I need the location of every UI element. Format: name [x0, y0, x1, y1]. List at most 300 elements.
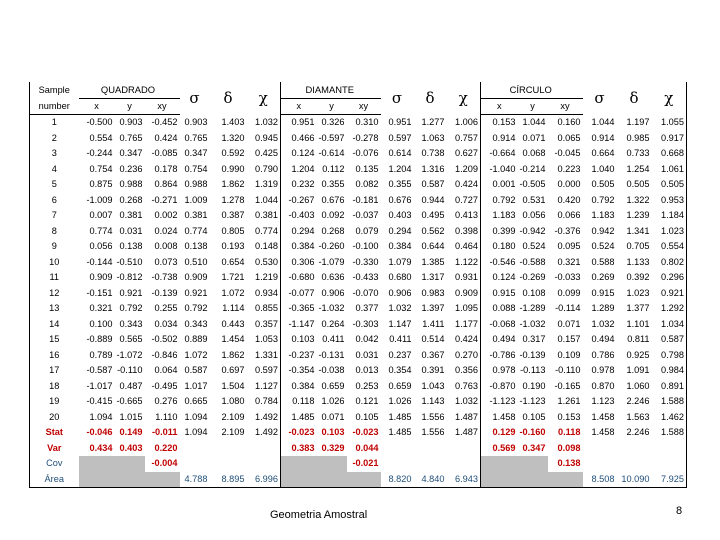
cell-c-4: 1.341 [626, 225, 650, 236]
cell-c-2: 0.000 [557, 179, 581, 190]
cov-d: -0.021 [352, 458, 379, 469]
cell-q-3: 0.774 [184, 225, 208, 236]
cell-d-3: 0.951 [388, 117, 412, 127]
table-row [30, 162, 687, 178]
cell-q-2: 0.424 [154, 132, 178, 143]
cell-d-2: 0.135 [355, 163, 379, 174]
cell-q-1: 0.268 [119, 194, 143, 205]
cell-c-5: 0.917 [652, 131, 687, 147]
cell-c-0: 0.494 [492, 334, 516, 345]
cell-c-1: 0.108 [522, 287, 546, 298]
cell-q-0: 0.321 [89, 303, 113, 314]
cell-d-0: -1.147 [288, 318, 315, 329]
cell-c-3: 1.044 [591, 117, 615, 127]
stat-label: Stat [30, 425, 79, 441]
cell-d-2: 0.121 [355, 396, 379, 407]
group-title-circulo: CÍRCULO [481, 82, 583, 98]
cell-d-0: -0.237 [288, 349, 315, 360]
cell-d-0: -0.365 [288, 303, 315, 314]
empty-cell [79, 456, 115, 472]
cell-c-1: -1.289 [519, 303, 546, 314]
cell-d-1: -0.131 [318, 349, 345, 360]
cell-d-4: 1.317 [421, 272, 445, 283]
sample-number: 9 [30, 239, 79, 255]
cell-q-2: -0.502 [151, 334, 178, 345]
cell-d-0: 0.466 [291, 132, 315, 143]
var-d-1: 0.329 [321, 442, 345, 453]
cell-q-3: 0.765 [184, 132, 208, 143]
cell-d-1: 0.355 [321, 179, 345, 190]
cell-c-4: 0.392 [626, 272, 650, 283]
cell-q-0: -1.017 [86, 380, 113, 391]
cell-q-5: 1.331 [247, 348, 281, 364]
cell-c-5: 0.921 [652, 286, 687, 302]
cell-q-3: 1.094 [184, 411, 208, 422]
cell-d-1: 0.659 [321, 380, 345, 391]
cell-d-5: 0.464 [447, 239, 481, 255]
cell-c-3: 1.123 [591, 396, 615, 407]
cell-q-2: 0.034 [154, 318, 178, 329]
cell-c-1: -0.214 [519, 163, 546, 174]
cell-q-4: 1.114 [222, 303, 245, 314]
cell-q-4: 0.654 [221, 256, 245, 267]
chi-header-diamante: χ [447, 82, 481, 115]
stat-q-1: 0.149 [119, 427, 143, 438]
sample-number: 1 [30, 115, 79, 131]
cell-d-4: 1.277 [421, 117, 445, 127]
cell-d-4: 0.391 [421, 365, 445, 376]
cell-c-0: 0.088 [492, 303, 516, 314]
cell-q-2: 0.255 [154, 303, 178, 314]
empty-cell [381, 456, 414, 472]
cell-q-5: 0.945 [247, 131, 281, 147]
cell-q-4: 0.193 [221, 241, 245, 252]
cell-q-4: 1.278 [221, 194, 245, 205]
cell-d-2: -0.070 [352, 287, 379, 298]
cell-q-1: 0.031 [119, 225, 143, 236]
footer-text: Geometria Amostral [270, 509, 368, 521]
empty-cell [481, 472, 518, 488]
cell-q-0: 0.007 [89, 210, 113, 221]
cell-c-0: -1.040 [489, 163, 516, 174]
cell-q-5: 1.127 [247, 379, 281, 395]
cell-d-3: 1.485 [388, 411, 412, 422]
cell-d-5: 0.356 [447, 363, 481, 379]
cell-d-1: 0.268 [321, 225, 345, 236]
area-label: Área [30, 472, 79, 488]
cell-d-2: -0.303 [352, 318, 379, 329]
cell-q-3: 0.347 [184, 148, 208, 159]
empty-cell [115, 456, 145, 472]
empty-cell [447, 456, 481, 472]
cell-d-0: 0.951 [291, 117, 315, 128]
cell-c-5: 0.891 [652, 379, 687, 395]
cell-d-1: 1.026 [321, 396, 345, 407]
cell-d-0: 0.232 [291, 179, 315, 190]
cell-q-5: 0.530 [247, 255, 281, 271]
cell-d-4: 1.385 [421, 256, 445, 267]
cell-c-4: 1.197 [626, 117, 650, 127]
cell-d-2: -0.076 [352, 148, 379, 159]
cell-c-5: 1.034 [652, 317, 687, 333]
cell-q-2: 0.064 [154, 365, 178, 376]
cell-q-1: 0.347 [119, 148, 143, 159]
cell-d-5: 0.627 [447, 146, 481, 162]
cell-c-0: 0.978 [492, 365, 516, 376]
cell-d-1: 0.676 [321, 194, 345, 205]
cell-d-2: 0.105 [355, 411, 379, 422]
cell-c-0: -0.786 [489, 349, 516, 360]
cell-d-4: 0.738 [421, 148, 445, 159]
cell-d-1: -0.614 [318, 148, 345, 159]
cell-c-2: 0.420 [557, 194, 581, 205]
empty-cell [317, 456, 347, 472]
var-row [30, 441, 687, 457]
cell-d-5: 0.424 [447, 177, 481, 193]
cell-d-3: 0.906 [388, 287, 412, 298]
var-d-2: 0.044 [355, 442, 379, 453]
empty-cell [247, 456, 281, 472]
stat-d-3: 1.485 [388, 427, 412, 438]
cell-d-1: -1.079 [318, 256, 345, 267]
cell-c-1: 1.044 [522, 117, 546, 128]
cell-c-2: 0.066 [557, 210, 581, 221]
cell-c-5: 0.554 [652, 239, 687, 255]
cell-q-2: -0.085 [151, 148, 178, 159]
delta-header-quadrado: δ [223, 88, 233, 107]
cell-d-2: -0.330 [352, 256, 379, 267]
cell-c-5: 0.587 [652, 332, 687, 348]
sample-number: 4 [30, 162, 79, 178]
cell-q-1: 0.236 [119, 163, 143, 174]
cell-q-4: 1.080 [221, 396, 245, 407]
table-row [30, 177, 687, 193]
cell-d-1: 0.092 [321, 210, 345, 221]
cell-c-2: 0.223 [557, 163, 581, 174]
stat-c-4: 2.246 [626, 427, 650, 438]
stat-c-0: 0.129 [492, 427, 516, 438]
cell-d-2: 0.042 [355, 334, 379, 345]
cell-q-5: 0.381 [247, 208, 281, 224]
cell-q-5: 1.053 [247, 332, 281, 348]
cell-c-1: -0.113 [520, 365, 546, 376]
cell-q-0: 0.774 [89, 225, 113, 236]
var-q-2: 0.220 [154, 442, 178, 453]
cell-c-3: 0.792 [591, 194, 615, 205]
cell-c-3: 0.870 [591, 380, 615, 391]
cell-q-5: 1.492 [247, 410, 281, 426]
cell-c-3: 0.914 [591, 132, 615, 143]
empty-cell [347, 472, 381, 488]
empty-cell [180, 441, 210, 457]
sample-number: 17 [30, 363, 79, 379]
cell-c-1: 0.531 [522, 194, 546, 205]
cell-q-0: 0.909 [89, 272, 113, 283]
cell-d-0: 0.118 [292, 396, 315, 407]
cell-d-3: 0.354 [388, 365, 412, 376]
cell-d-4: 1.397 [421, 303, 445, 314]
table-row [30, 270, 687, 286]
sample-number: 14 [30, 317, 79, 333]
delta-header-diamante: δ [425, 88, 435, 107]
area-row [30, 472, 687, 488]
cell-q-4: 2.109 [221, 411, 245, 422]
cell-c-0: 0.792 [492, 194, 516, 205]
cell-d-5: 1.122 [447, 255, 481, 271]
cell-q-5: 1.044 [247, 193, 281, 209]
cell-q-1: 0.138 [119, 241, 143, 252]
cell-d-5: 1.209 [447, 162, 481, 178]
sample-number: 7 [30, 208, 79, 224]
cell-c-1: -0.505 [519, 179, 546, 190]
cell-c-3: 1.040 [591, 163, 615, 174]
cell-q-4: 0.697 [221, 365, 245, 376]
area-q-0: 4.788 [180, 472, 210, 488]
cell-d-5: 0.424 [447, 332, 481, 348]
cell-c-4: 1.023 [626, 287, 650, 298]
cell-c-1: 0.071 [522, 132, 546, 143]
empty-cell [115, 472, 145, 488]
cell-c-2: 0.071 [557, 318, 581, 329]
xy-header-quadrado: xy [145, 98, 180, 115]
table-row [30, 410, 687, 426]
cell-d-3: 0.659 [388, 380, 412, 391]
sigma-header-quadrado: σ [189, 88, 200, 107]
empty-cell [79, 472, 115, 488]
cell-c-1: 0.105 [522, 411, 546, 422]
cell-c-3: 0.978 [591, 365, 615, 376]
cell-q-3: 0.138 [184, 241, 208, 252]
cell-q-1: 0.765 [119, 132, 143, 143]
cell-d-3: 1.026 [388, 396, 412, 407]
cell-c-0: 0.153 [492, 117, 516, 128]
cell-q-0: -0.500 [86, 117, 113, 128]
table-row [30, 301, 687, 317]
cell-c-0: -1.123 [489, 396, 516, 407]
cell-q-2: 1.110 [155, 411, 178, 422]
empty-cell [145, 472, 180, 488]
stat-c-3: 1.458 [591, 427, 615, 438]
cell-q-2: -0.738 [151, 272, 178, 283]
cell-q-0: -1.009 [86, 194, 113, 205]
cell-q-3: 0.909 [184, 272, 208, 283]
cell-q-0: 1.094 [89, 411, 113, 422]
cell-q-1: 0.903 [119, 117, 143, 128]
cell-c-2: 0.065 [557, 132, 581, 143]
cell-d-0: -0.354 [288, 365, 315, 376]
cell-d-3: 0.597 [388, 132, 412, 143]
cell-q-0: -0.587 [86, 365, 113, 376]
cell-d-2: 0.013 [355, 365, 379, 376]
cell-q-5: 0.934 [247, 286, 281, 302]
cell-c-5: 0.953 [652, 193, 687, 209]
cell-q-0: -0.151 [86, 287, 113, 298]
empty-cell [481, 456, 518, 472]
empty-cell [518, 472, 548, 488]
cell-q-1: 0.921 [119, 287, 143, 298]
cell-d-1: 0.264 [321, 318, 345, 329]
cell-d-3: 0.237 [388, 349, 412, 360]
cell-d-4: 1.063 [421, 132, 445, 143]
cell-q-2: -0.495 [151, 380, 178, 391]
area-c-0: 8.508 [583, 472, 617, 488]
cell-c-1: 0.190 [522, 380, 546, 391]
cell-c-3: 0.588 [591, 256, 615, 267]
sample-number: 20 [30, 410, 79, 426]
empty-cell [247, 441, 281, 457]
table-row [30, 379, 687, 395]
empty-cell [617, 456, 652, 472]
cell-q-2: 0.178 [154, 163, 178, 174]
cell-q-1: 0.792 [119, 303, 143, 314]
cell-c-1: 0.056 [522, 210, 546, 221]
empty-cell [583, 441, 617, 457]
cell-c-3: 1.183 [591, 210, 615, 221]
cell-d-5: 1.006 [447, 115, 481, 131]
cell-d-5: 1.177 [447, 317, 481, 333]
area-c-2: 7.925 [652, 472, 687, 488]
cell-q-5: 0.855 [247, 301, 281, 317]
table-row [30, 317, 687, 333]
cell-d-5: 1.095 [447, 301, 481, 317]
cell-d-0: 0.306 [291, 256, 315, 267]
cell-c-5: 1.588 [652, 394, 687, 410]
cell-d-5: 0.931 [447, 270, 481, 286]
cell-q-0: 0.754 [89, 163, 113, 174]
xy-header-circulo: xy [548, 98, 583, 115]
cell-d-4: 0.944 [421, 194, 445, 205]
cell-q-1: 0.487 [119, 380, 143, 391]
cell-d-2: 0.377 [355, 303, 379, 314]
cell-d-5: 0.909 [447, 286, 481, 302]
cell-c-5: 0.296 [652, 270, 687, 286]
cell-q-2: -0.846 [151, 349, 178, 360]
empty-cell [281, 472, 317, 488]
header-row-1 [30, 82, 687, 98]
stat-d-0: -0.023 [288, 427, 315, 438]
empty-cell [617, 441, 652, 457]
cell-c-2: 1.261 [557, 396, 581, 407]
empty-cell [548, 472, 583, 488]
cell-q-2: -0.271 [151, 194, 178, 205]
stat-d-2: -0.023 [352, 427, 379, 438]
cell-d-0: 0.294 [291, 225, 315, 236]
var-c-0: 0.569 [492, 442, 516, 453]
cell-c-2: -0.110 [555, 365, 581, 376]
empty-cell [281, 456, 317, 472]
cell-q-2: 0.073 [154, 256, 178, 267]
cell-q-5: 0.790 [247, 162, 281, 178]
cell-d-4: 0.562 [421, 225, 445, 236]
cell-c-1: -0.588 [519, 256, 546, 267]
cell-d-2: 0.079 [355, 225, 379, 236]
table-row [30, 255, 687, 271]
stat-d-1: 0.103 [321, 427, 345, 438]
sigma-header-diamante: σ [391, 88, 403, 107]
cell-q-3: 0.792 [184, 303, 208, 314]
sample-header: Sample [30, 82, 79, 98]
empty-cell [447, 441, 481, 457]
sample-number: 6 [30, 193, 79, 209]
cell-q-1: -1.072 [116, 349, 143, 360]
cell-d-3: 0.680 [388, 272, 412, 283]
cell-c-1: -0.942 [519, 225, 546, 236]
cell-d-2: -0.181 [352, 194, 379, 205]
cell-q-0: 0.056 [89, 241, 113, 252]
cell-q-0: -0.889 [86, 334, 113, 345]
table-row [30, 131, 687, 147]
empty-cell [583, 456, 617, 472]
group-title-quadrado: QUADRADO [79, 82, 180, 98]
cell-c-4: 2.246 [626, 396, 650, 407]
cell-c-2: 0.109 [557, 349, 581, 360]
stat-q-4: 2.109 [221, 427, 245, 438]
sample-number: 18 [30, 379, 79, 395]
cell-d-4: 1.316 [421, 163, 445, 174]
empty-cell [414, 441, 447, 457]
cell-q-4: 1.320 [221, 132, 245, 143]
empty-cell [210, 441, 247, 457]
cell-d-1: 0.112 [322, 163, 345, 174]
empty-cell [518, 456, 548, 472]
var-d-0: 0.383 [291, 442, 315, 453]
cell-c-4: 1.060 [626, 380, 650, 391]
cell-c-5: 0.668 [652, 146, 687, 162]
cell-q-5: 0.148 [247, 239, 281, 255]
cell-q-2: 0.276 [154, 396, 178, 407]
cell-d-2: -0.278 [352, 132, 379, 143]
cell-q-5: 1.032 [247, 115, 281, 131]
cell-d-1: 0.326 [321, 117, 345, 128]
cell-q-3: 1.072 [184, 349, 208, 360]
cell-c-1: -1.032 [519, 318, 546, 329]
cell-q-4: 0.990 [221, 163, 245, 174]
cell-c-3: 1.458 [591, 411, 615, 422]
stat-q-2: -0.011 [151, 427, 178, 438]
table-row [30, 394, 687, 410]
cell-q-3: 0.921 [184, 287, 208, 298]
y-header-circulo: y [518, 98, 548, 115]
cell-q-1: 0.381 [119, 210, 143, 221]
var-label: Var [30, 441, 79, 457]
cell-q-5: 0.425 [247, 146, 281, 162]
cell-d-3: 0.355 [388, 179, 412, 190]
cell-d-0: -0.680 [288, 272, 315, 283]
cell-d-4: 0.495 [421, 210, 445, 221]
cell-q-4: 1.862 [221, 179, 245, 190]
table-row [30, 224, 687, 240]
cell-c-3: 1.032 [591, 318, 615, 329]
cell-q-1: -0.110 [117, 365, 143, 376]
cell-q-2: -0.139 [151, 287, 178, 298]
cell-q-2: -0.452 [151, 117, 178, 128]
cell-c-2: -0.165 [554, 380, 581, 391]
table-row [30, 332, 687, 348]
cell-d-2: -0.037 [352, 210, 379, 221]
cell-c-4: 0.505 [626, 179, 650, 190]
cell-q-3: 0.665 [184, 396, 208, 407]
cell-q-0: -0.144 [86, 256, 113, 267]
cell-c-4: 1.563 [626, 411, 650, 422]
cov-q: -0.004 [151, 458, 178, 469]
cell-c-5: 1.055 [652, 115, 687, 131]
cell-d-3: 0.403 [388, 210, 412, 221]
cell-q-0: -0.415 [86, 396, 113, 407]
cell-d-5: 1.032 [447, 394, 481, 410]
cell-q-1: 0.565 [119, 334, 143, 345]
cell-d-1: -0.260 [318, 241, 345, 252]
sample-number: 10 [30, 255, 79, 271]
